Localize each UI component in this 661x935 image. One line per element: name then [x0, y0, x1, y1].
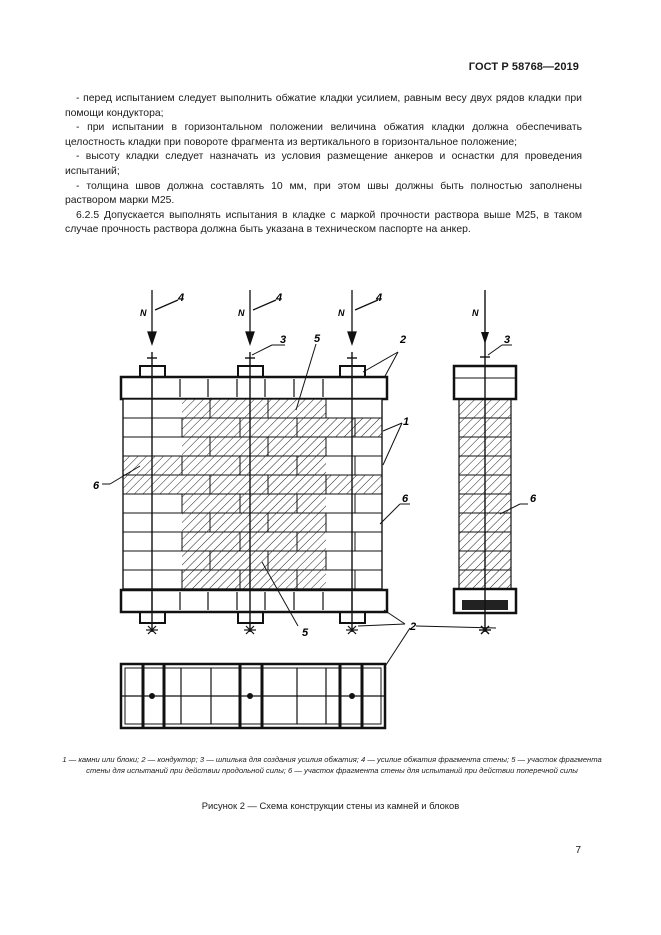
label-3: 3: [504, 334, 511, 346]
label-4: 4: [178, 292, 185, 304]
paragraph: - толщина швов должна составлять 10 мм, при этом швы должны быть полностью заполнены раствором марки М25.: [65, 180, 582, 207]
label-5: 5: [314, 333, 321, 345]
front-view: [93, 290, 496, 668]
label-6: 6: [530, 493, 537, 505]
label-1: 1: [403, 416, 410, 428]
paragraph: - перед испытанием следует выполнить обжатие кладки усилием, равным весу двух рядов кладки при помощи кондуктора;: [65, 93, 582, 119]
paragraph: 6.2.5 Допускается выполнять испытания в кладке с маркой прочности раствора выше М25, в таком случае прочность раствора должна быть указана в техническом паспорте на анкер.: [65, 209, 582, 236]
paragraph: - высоту кладки следует назначать из условия размещение анкеров и оснастки для проведения испытаний;: [65, 151, 582, 177]
label-2: 2: [410, 621, 417, 633]
force-label: N: [238, 308, 245, 318]
figure-caption: Рисунок 2 — Схема конструкции стены из камней и блоков: [201, 800, 460, 811]
force-label: N: [338, 308, 345, 318]
figure-legend: 1 — камни или блоки; 2 — кондуктор; 3 — шпилька для создания усилия обжатия; 4 — усилие обжатия фрагмента стены; 5 — участок фрагмента стены для испытаний при действии продольной силы; 6 — участок фрагмента стены для испытаний при действии поперечной силы: [62, 755, 602, 775]
label-2: 2: [400, 334, 407, 346]
standard-number: ГОСТ Р 58768—2019: [468, 61, 579, 73]
label-6: 6: [93, 480, 100, 492]
label-5: 5: [302, 627, 309, 639]
paragraph: - при испытании в горизонтальном положении величина обжатия кладки должна обеспечивать целостность кладки при повороте фрагмента из вертикального в горизонтальное положение;: [65, 122, 582, 148]
label-4: 4: [376, 292, 383, 304]
side-view: [454, 290, 537, 634]
label-3: 3: [280, 334, 287, 346]
force-label: N: [140, 308, 147, 318]
body-text: [65, 92, 582, 238]
label-4: 4: [276, 292, 283, 304]
force-label: N: [472, 308, 479, 318]
page-number: 7: [575, 845, 581, 856]
label-6: 6: [402, 493, 409, 505]
wall-construction-diagram: [0, 270, 661, 750]
plan-view: [121, 664, 385, 728]
